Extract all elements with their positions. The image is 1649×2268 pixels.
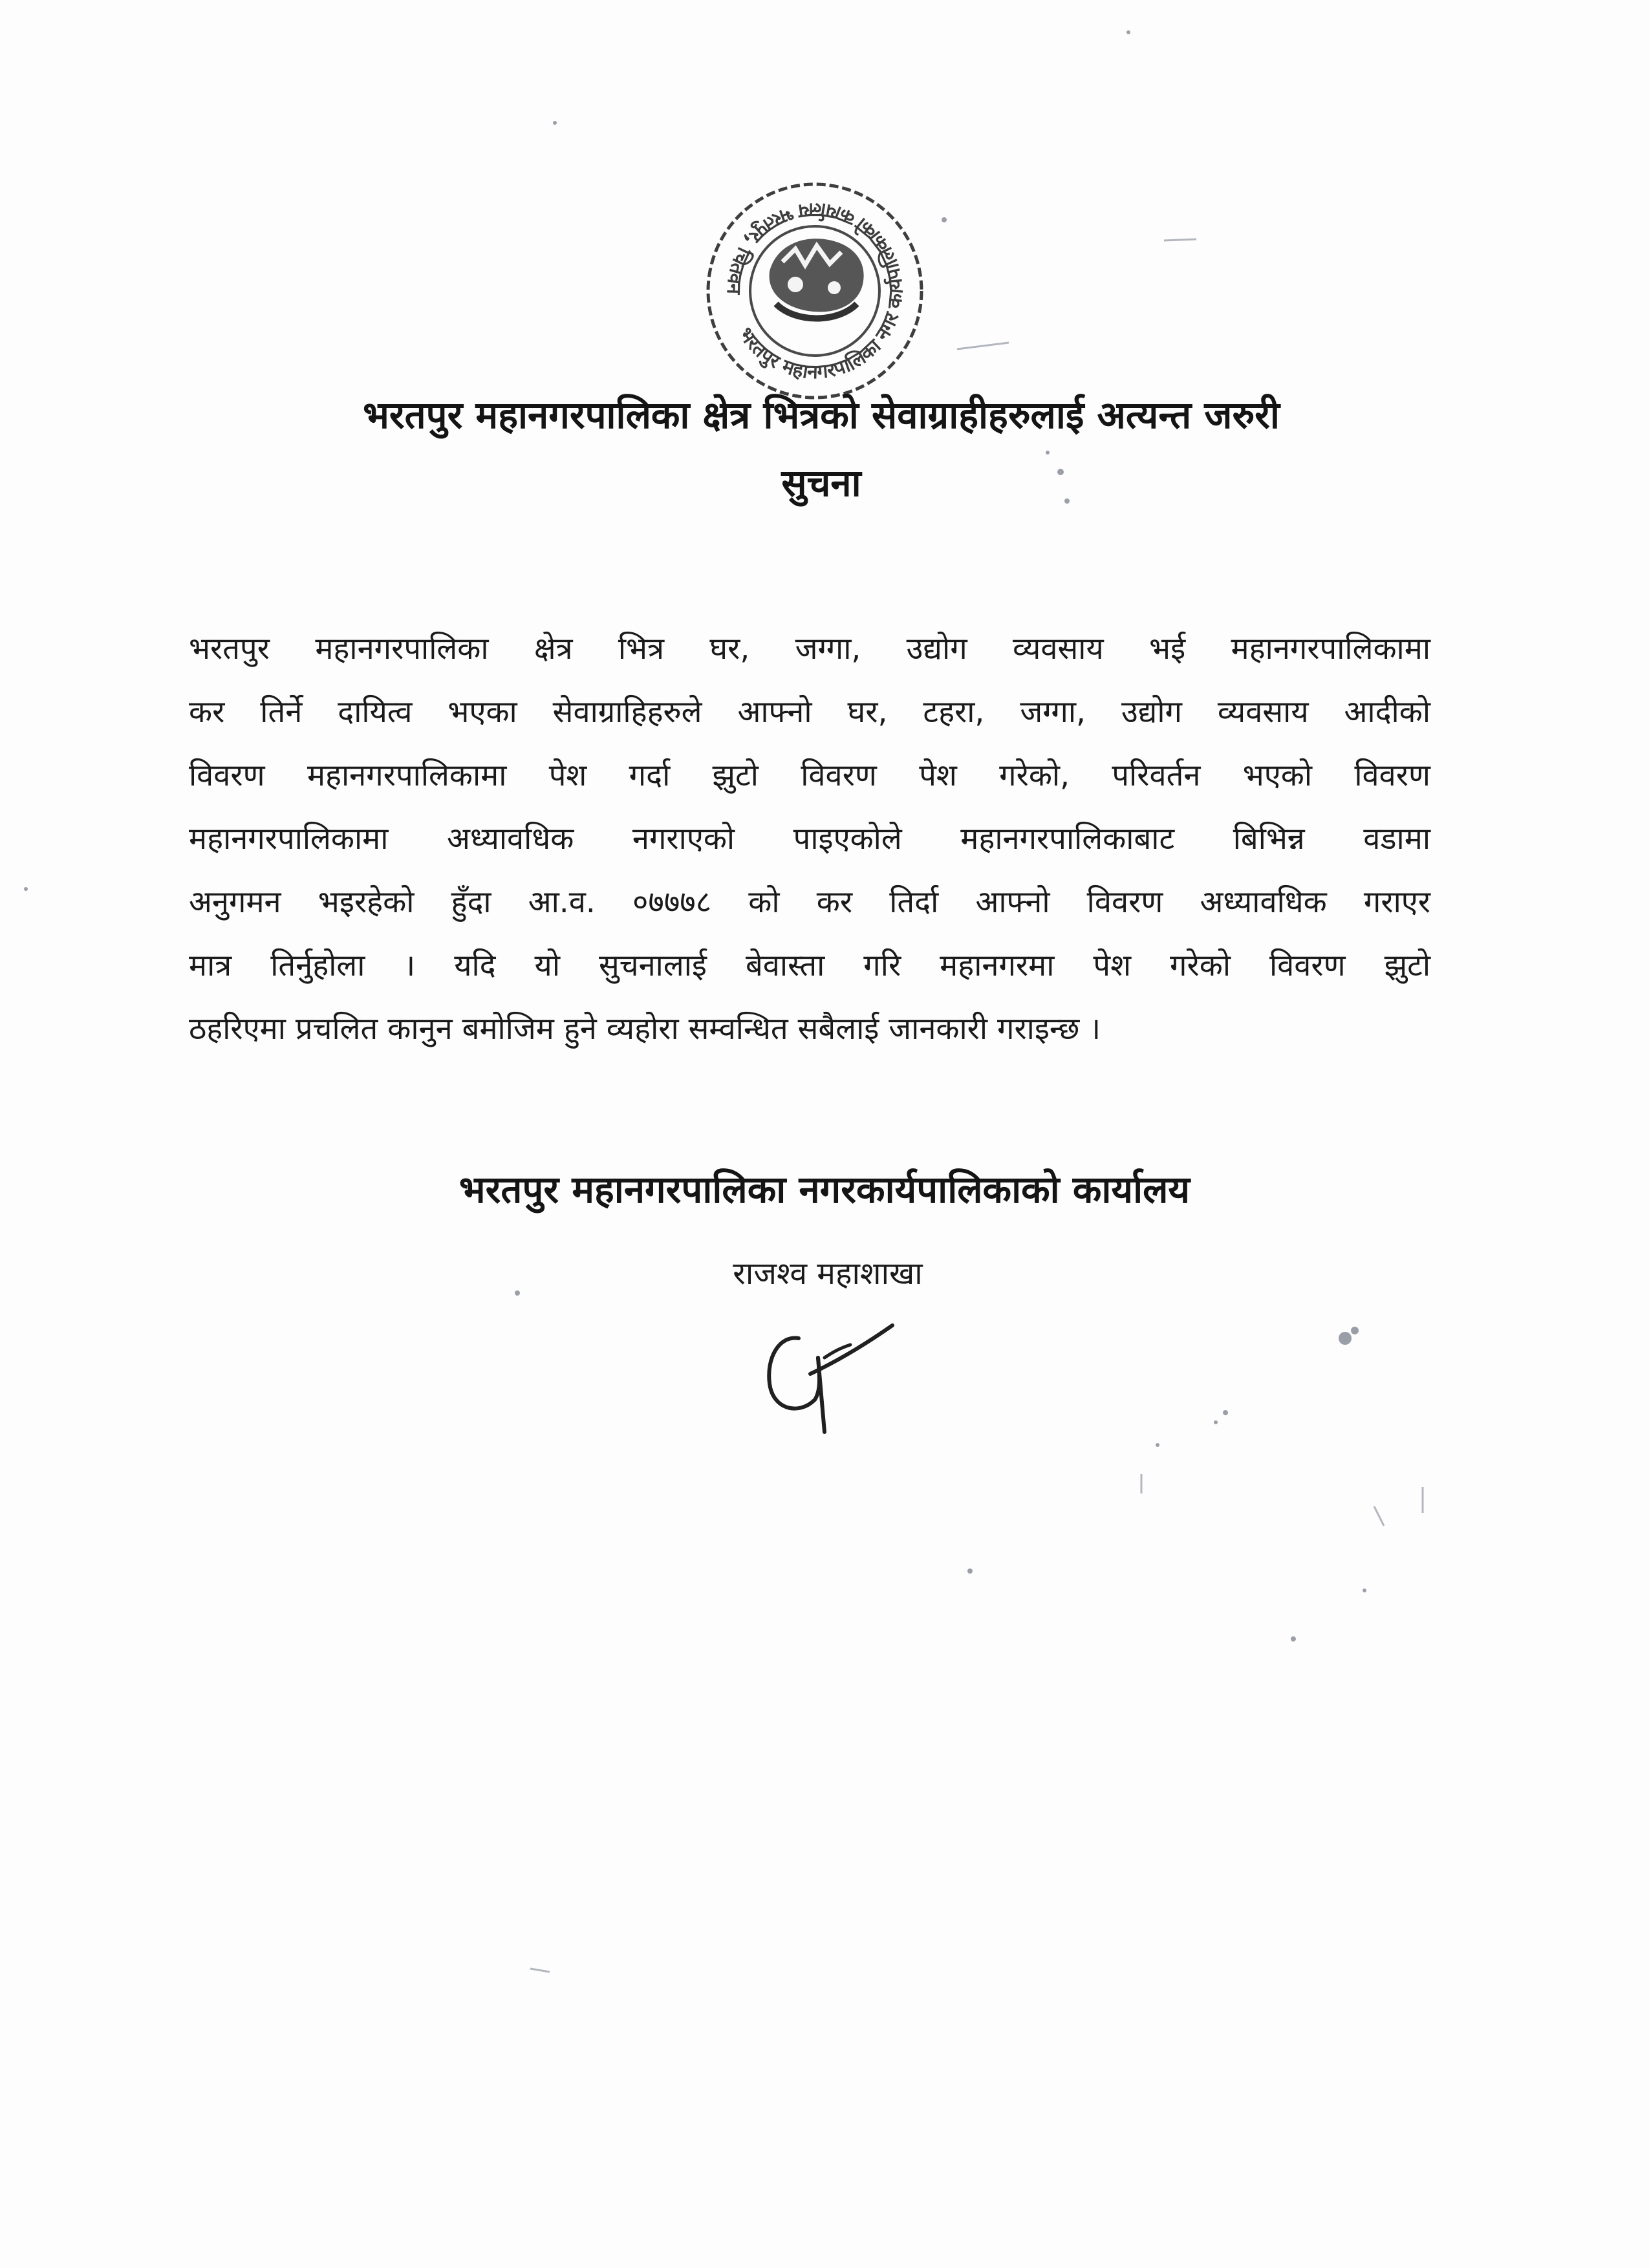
notice-body [189,617,1430,1061]
title-line-1: भरतपुर महानगरपालिका क्षेत्र भित्रको सेवाग्राहीहरुलाई अत्यन्त जरुरी [363,393,1280,437]
revenue-branch-name: राजश्व महाशाखा [733,1256,923,1292]
body-line: अनुगमन भइरहेको हुँदा आ.व. ०७७७८ को कर तिर्दा आफ्नो विवरण अध्यावधिक गराएर [189,884,1430,920]
body-line: महानगरपालिकामा अध्यावधिक नगराएको पाइएकोले महानगरपालिकाबाट बिभिन्न वडामा [189,821,1430,857]
handwritten-signature [753,1312,902,1435]
body-line: भरतपुर महानगरपालिका क्षेत्र भित्र घर, जग्गा, उद्योग व्यवसाय भई महानगरपालिकामा [189,631,1430,667]
body-line: ठहरिएमा प्रचलित कानुन बमोजिम हुने व्यहोरा सम्वन्धित सबैलाई जानकारी गराइन्छ । [189,1011,1101,1047]
body-line: कर तिर्ने दायित्व भएका सेवाग्राहिहरुले आफ्नो घर, टहरा, जग्गा, उद्योग व्यवसाय आदीको [189,694,1430,730]
body-line: मात्र तिर्नुहोला । यदि यो सुचनालाई बेवास्ता गरि महानगरमा पेश गरेको विवरण झुटो [189,948,1430,983]
notice-title [213,381,1429,517]
body-line: विवरण महानगरपालिकामा पेश गर्दा झुटो विवरण पेश गरेको, परिवर्तन भएको विवरण [189,758,1430,793]
issuing-office-name: भरतपुर महानगरपालिका नगरकार्यपालिकाको कार्यालय [458,1168,1191,1212]
seal-ring-text: भरतपुर महानगरपालिका नगर कार्यपालिकाको कार्यालय भरतपुर, चितवन [722,198,908,384]
official-seal-stamp [698,175,931,407]
title-line-2: सुचना [781,461,861,505]
seal-emblem [770,239,864,318]
